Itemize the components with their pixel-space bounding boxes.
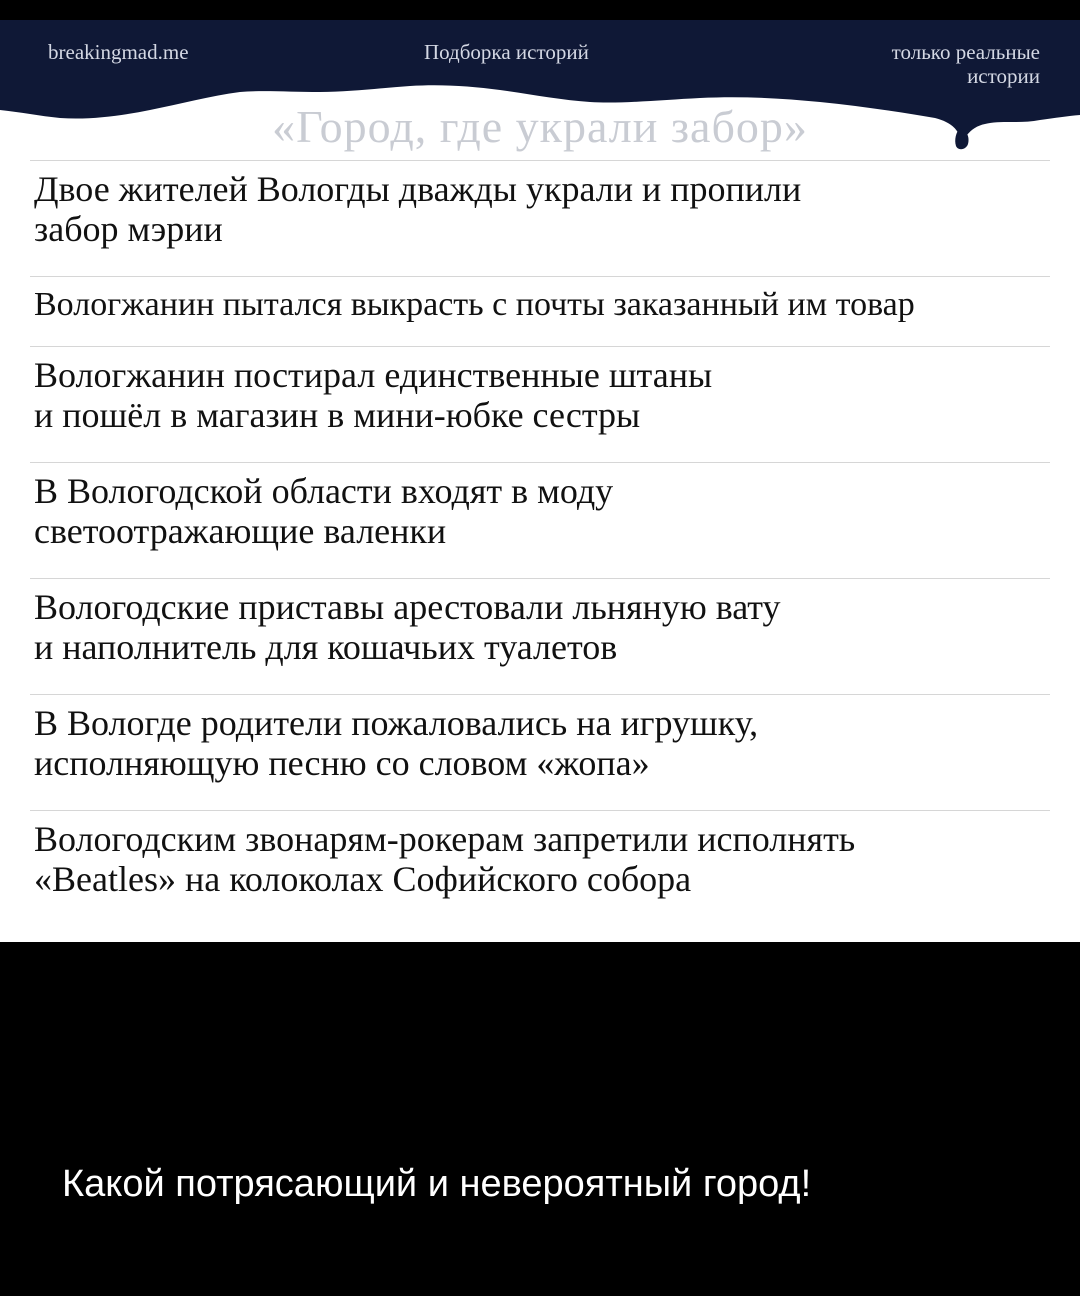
- headline-line: исполняющую песню со словом «жопа»: [34, 743, 650, 783]
- headline-line: «Beatles» на колоколах Софийского собора: [34, 859, 692, 899]
- headline-line: Вологжанин постирал единственные штаны: [34, 355, 713, 395]
- page-title: «Город, где украли забор»: [272, 101, 808, 152]
- meme-card: [0, 20, 1080, 942]
- header-subtitle: Подборка историй: [424, 40, 589, 64]
- headline-item: [30, 694, 1050, 810]
- headline-line: и наполнитель для кошачьих туалетов: [34, 627, 618, 667]
- headline-line: Вологодским звонарям-рокерам запретили исполнять: [34, 819, 856, 859]
- headline-line: забор мэрии: [34, 209, 223, 249]
- headline-line: В Вологодской области входят в моду: [34, 471, 614, 511]
- headline-line: Вологодские приставы арестовали льняную вату: [34, 587, 781, 627]
- headline-item: [30, 462, 1050, 578]
- headline-line: Двое жителей Вологды дважды украли и пропили: [34, 169, 802, 209]
- headline-line: В Вологде родители пожаловались на игрушку,: [34, 703, 759, 743]
- headline-item: [30, 160, 1050, 276]
- site-name: breakingmad.me: [48, 40, 189, 64]
- headline-list: [30, 160, 1050, 926]
- headline-item: [30, 276, 1050, 346]
- header-tagline-line2: истории: [967, 64, 1040, 88]
- post-caption: Какой потрясающий и невероятный город!: [62, 1163, 812, 1205]
- headline-line: светоотражающие валенки: [34, 511, 447, 551]
- headline-line: и пошёл в магазин в мини-юбке сестры: [34, 395, 641, 435]
- headline-item: [30, 346, 1050, 462]
- headline-line: Вологжанин пытался выкрасть с почты заказанный им товар: [34, 286, 915, 323]
- headline-item: [30, 810, 1050, 926]
- header-tagline-line1: только реальные: [891, 40, 1040, 64]
- header-tagline: [820, 40, 1040, 88]
- headline-item: [30, 578, 1050, 694]
